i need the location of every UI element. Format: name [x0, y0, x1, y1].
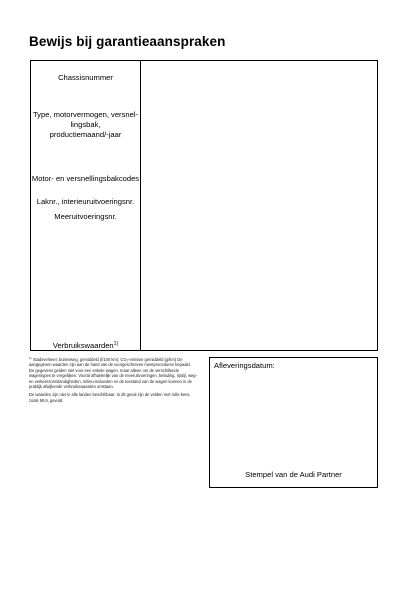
- column-divider: [140, 61, 141, 350]
- type-engine-gearbox-label: [31, 110, 140, 140]
- vehicle-data-form: [30, 60, 378, 351]
- footnote-text-1: Stadsverkeer, buitenweg, gemiddeld (l/100 km); CO₂-emissie gemiddeld (g/km) De aangegeven waarden zijn aan de hand van de voorgeschreven meetprocedures bepaald. De gegevens gelden niet voor een enkele wagen, maar alleen om de verschillende wagentypes te vergelijken. Vooral afhankelijk van de meeruitvoeringen, belading, rijstijl, weg- en verkeersomstandigheden, milieu-invloeden en de toestand van de wagen kunnen in de praktijk afwijkende verbruikswaarden ontstaan.: [29, 357, 197, 390]
- delivery-date-label: Afleveringsdatum:: [214, 361, 275, 370]
- footnote: [29, 357, 197, 406]
- consumption-values-label: [31, 341, 140, 351]
- footnote-paragraph-2: De waarden zijn niet in alle landen beschikbaar. In dit geval zijn de velden met rulle-kens, zoals 99,9, gevuld.: [29, 392, 191, 403]
- paint-interior-number-label: Laknr., interieuruitvoeringsnr.: [36, 197, 135, 206]
- footnote-mark: 1): [29, 356, 32, 360]
- type-label-line-3: productiemaand/-jaar: [49, 130, 122, 139]
- engine-gearbox-codes-label: Motor- en versnellingsbakcodes: [31, 174, 140, 183]
- dealer-stamp-label: Stempel van de Audi Partner: [245, 470, 342, 479]
- consumption-label-text: Verbruikswaarden: [52, 341, 114, 350]
- delivery-box: [209, 357, 378, 488]
- type-label-line-1: Type, motorvermogen, versnel-: [32, 110, 139, 119]
- page-title: Bewijs bij garantieaanspraken: [29, 34, 226, 49]
- consumption-footnote-mark: 1): [113, 341, 119, 347]
- extra-options-number-label: Meeruitvoeringsnr.: [54, 212, 117, 221]
- chassis-number-label: Chassisnummer: [58, 73, 113, 82]
- footnote-paragraph-1: [29, 357, 197, 389]
- type-label-line-2: lingsbak,: [70, 120, 101, 129]
